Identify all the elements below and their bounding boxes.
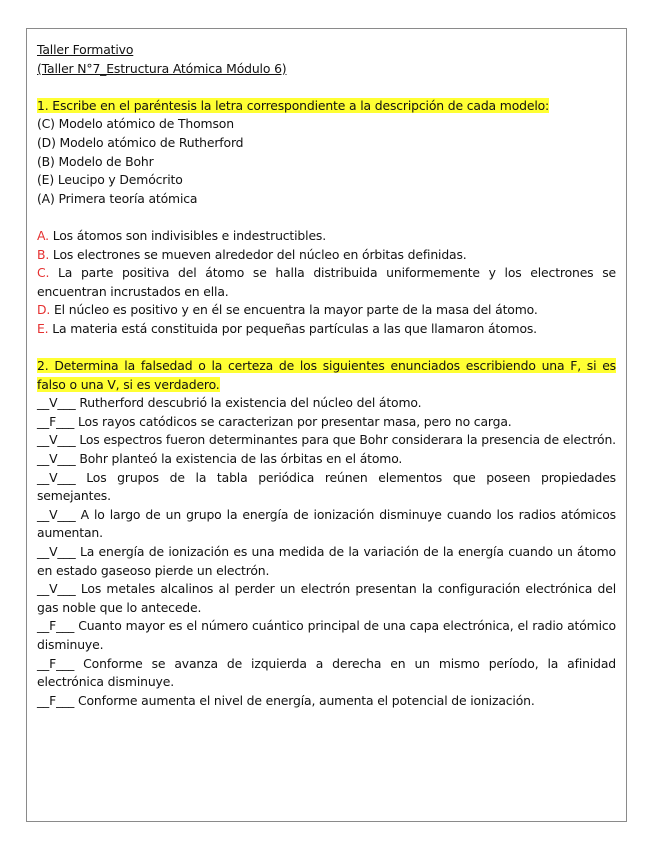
document-content (37, 41, 616, 710)
description-letter: D. (37, 302, 51, 318)
statement-item: __V___ Los espectros fueron determinantes para que Bohr considerara la presencia de electrón. (37, 432, 616, 448)
description-letter: E. (37, 320, 49, 336)
description-text: La materia está constituida por pequeñas partículas a las que llamaron átomos. (48, 320, 537, 336)
statement-item: __V___ Los grupos de la tabla periódica reúnen elementos que poseen propiedades semejantes. (37, 469, 616, 504)
description-letter: C. (37, 265, 50, 281)
spacer (37, 339, 616, 358)
description-item (37, 227, 616, 246)
statement-item: __V___ Rutherford descubrió la existencia del núcleo del átomo. (37, 395, 422, 411)
statement-item: __F___ Cuanto mayor es el número cuántico principal de una capa electrónica, el radio atómico disminuye. (37, 618, 616, 652)
model-item: (C) Modelo atómico de Thomson (37, 116, 234, 132)
doc-title: Taller Formativo (37, 42, 134, 57)
statement-item: __V___ A lo largo de un grupo la energía de ionización disminuye cuando los radios atómicos aumentan. (37, 506, 616, 541)
spacer (37, 208, 616, 227)
statement-item: __V___ Los metales alcalinos al perder un electrón presentan la configuración electrónica del gas noble que lo antecede. (37, 581, 616, 615)
spacer (37, 78, 616, 97)
model-item: (D) Modelo atómico de Rutherford (37, 134, 244, 150)
description-text: Los átomos son indivisibles e indestructibles. (48, 227, 327, 243)
description-item (37, 264, 616, 301)
section2-instruction (37, 357, 616, 394)
section1-instruction-text: 1. Escribe en el paréntesis la letra correspondiente a la descripción de cada modelo: (37, 97, 550, 113)
description-letter: B. (37, 246, 50, 262)
statement-item: __V___ La energía de ionización es una medida de la variación de la energía cuando un átomo en estado gaseoso pierde un electrón. (37, 544, 616, 578)
section2-instruction-text: 2. Determina la falsedad o la certeza de los siguientes enunciados escribiendo una F, si es falso o una V, si es verdadero. (37, 358, 616, 392)
description-text: Los electrones se mueven alrededor del núcleo en órbitas definidas. (49, 246, 467, 262)
statement-item: __V___ Bohr planteó la existencia de las órbitas en el átomo. (37, 451, 403, 467)
doc-subtitle: (Taller N°7_Estructura Atómica Módulo 6) (37, 60, 287, 76)
description-text: El núcleo es positivo y en él se encuentra la mayor parte de la masa del átomo. (50, 302, 538, 318)
model-item: (A) Primera teoría atómica (37, 190, 198, 206)
description-item (37, 320, 616, 339)
document-page (26, 28, 627, 822)
statement-item: __F___ Conforme aumenta el nivel de energía, aumenta el potencial de ionización. (37, 692, 535, 708)
description-text: La parte positiva del átomo se halla distribuida uniformemente y los electrones se encuentran incrustados en ella. (37, 265, 616, 299)
description-letter: A. (37, 227, 49, 243)
model-item: (B) Modelo de Bohr (37, 153, 154, 169)
statement-item: __F___ Conforme se avanza de izquierda a derecha en un mismo período, la afinidad electrónica disminuye. (37, 655, 616, 690)
statement-item: __F___ Los rayos catódicos se caracterizan por presentar masa, pero no carga. (37, 413, 512, 429)
description-item (37, 301, 616, 320)
description-item (37, 246, 616, 265)
section1-instruction (37, 97, 616, 116)
model-item: (E) Leucipo y Demócrito (37, 172, 183, 188)
